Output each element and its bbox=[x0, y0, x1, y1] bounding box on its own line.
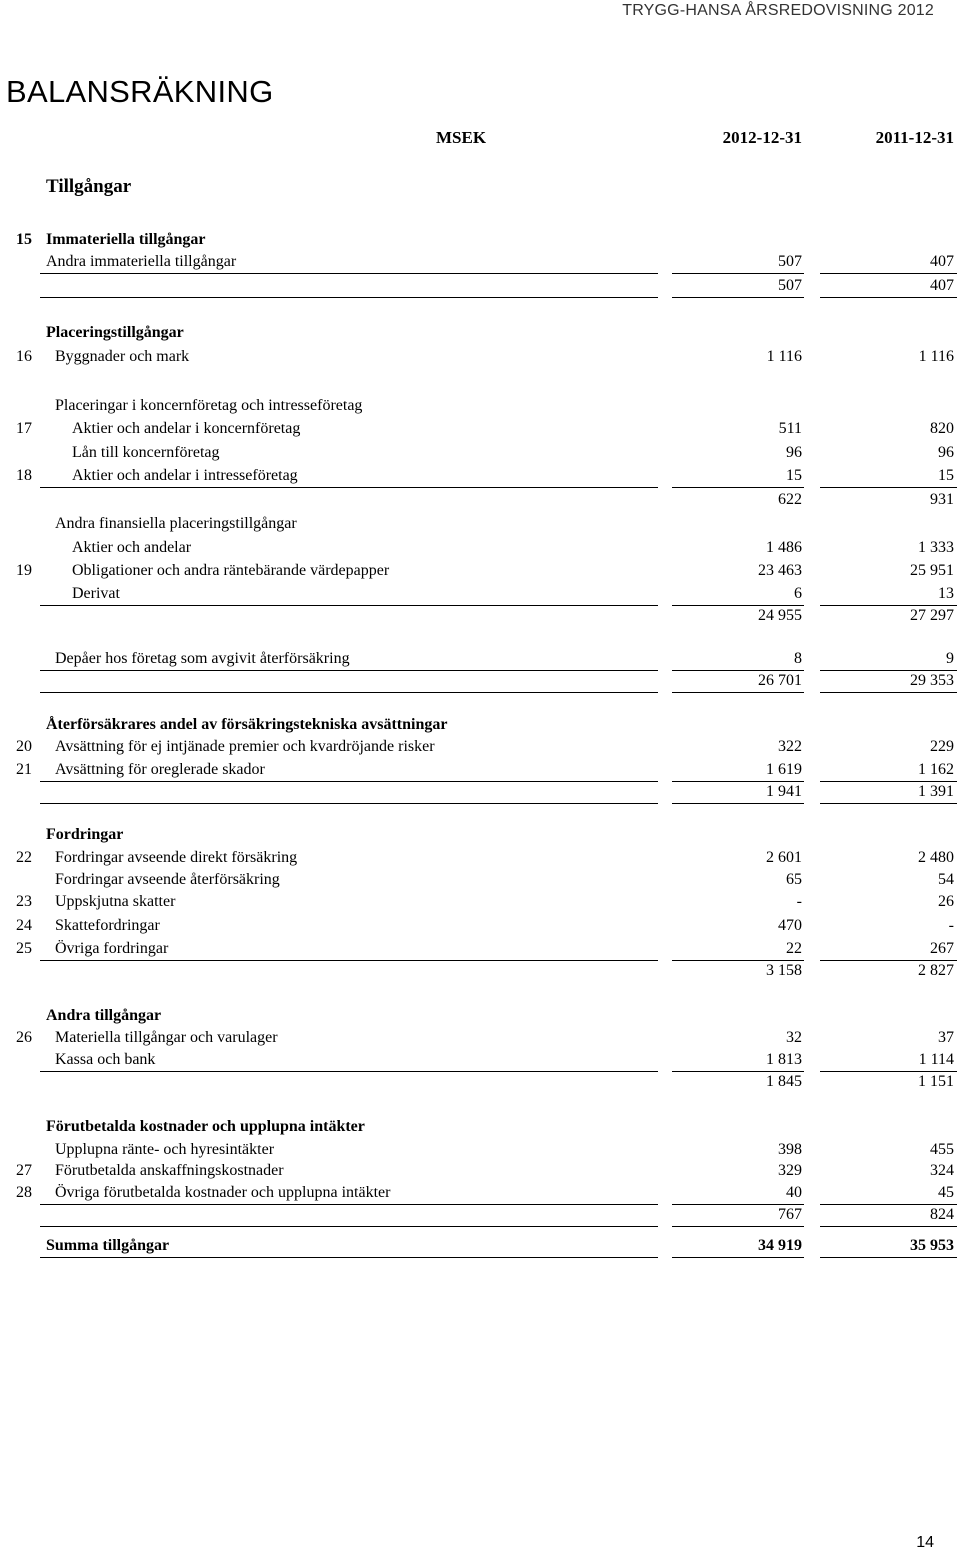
value-2011: 1 162 bbox=[918, 761, 954, 778]
value-2012: - bbox=[796, 893, 802, 910]
table-row bbox=[0, 1028, 960, 1050]
underline-rule bbox=[672, 803, 804, 804]
note-number: 19 bbox=[16, 562, 32, 579]
note-number: 25 bbox=[16, 940, 32, 957]
underline-rule bbox=[672, 1226, 804, 1227]
row-label: Obligationer och andra räntebärande värdepapper bbox=[72, 562, 390, 579]
row-label: Upplupna ränte- och hyresintäkter bbox=[55, 1141, 275, 1158]
table-row bbox=[0, 892, 960, 914]
value-2012: 23 463 bbox=[758, 562, 802, 579]
column-header-2011: 2011-12-31 bbox=[875, 128, 954, 147]
table-row bbox=[0, 1072, 960, 1094]
value-2011: 407 bbox=[930, 253, 954, 270]
row-label: Kassa och bank bbox=[55, 1051, 156, 1068]
column-header-unit: MSEK bbox=[436, 128, 487, 147]
underline-rule bbox=[820, 803, 957, 804]
running-header: TRYGG-HANSA ÅRSREDOVISNING 2012 bbox=[622, 2, 934, 19]
table-row bbox=[0, 671, 960, 693]
table-row bbox=[0, 584, 960, 606]
note-number: 16 bbox=[16, 348, 32, 365]
value-2011: 1 151 bbox=[918, 1073, 954, 1090]
note-number: 21 bbox=[16, 761, 32, 778]
table-row bbox=[0, 538, 960, 560]
note-number: 17 bbox=[16, 420, 32, 437]
table-row bbox=[0, 419, 960, 441]
value-2011: 407 bbox=[930, 277, 954, 294]
row-label: Andra immateriella tillgångar bbox=[46, 253, 237, 270]
value-2012: 1 116 bbox=[766, 348, 802, 365]
underline-rule bbox=[820, 1226, 957, 1227]
underline-rule bbox=[40, 803, 658, 804]
value-2012: 1 486 bbox=[766, 539, 802, 556]
value-2012: 6 bbox=[794, 585, 802, 602]
row-label: Övriga förutbetalda kostnader och upplupna intäkter bbox=[55, 1184, 391, 1201]
row-label: Depåer hos företag som avgivit återförsäkring bbox=[55, 650, 350, 667]
note-number: 18 bbox=[16, 467, 32, 484]
row-label: Lån till koncernföretag bbox=[72, 444, 220, 461]
table-row bbox=[0, 649, 960, 671]
value-2011: 1 114 bbox=[918, 1051, 954, 1068]
value-2011: 9 bbox=[946, 650, 954, 667]
underline-rule bbox=[672, 692, 804, 693]
underline-rule bbox=[672, 297, 804, 298]
row-label: Byggnader och mark bbox=[55, 348, 190, 365]
value-2011: 29 353 bbox=[910, 672, 954, 689]
value-2011: 26 bbox=[938, 893, 954, 910]
table-row bbox=[0, 1183, 960, 1205]
row-label: Skattefordringar bbox=[55, 917, 160, 934]
row-label: Uppskjutna skatter bbox=[55, 893, 176, 910]
value-2011: 267 bbox=[930, 940, 954, 957]
value-2012: 767 bbox=[778, 1206, 802, 1223]
value-2012: 40 bbox=[786, 1184, 802, 1201]
table-row bbox=[0, 737, 960, 759]
row-label: Materiella tillgångar och varulager bbox=[55, 1029, 278, 1046]
note-number: 22 bbox=[16, 849, 32, 866]
value-2012: 1 845 bbox=[766, 1073, 802, 1090]
value-2011: 229 bbox=[930, 738, 954, 755]
table-row bbox=[0, 715, 960, 737]
value-2012: 507 bbox=[778, 277, 802, 294]
underline-rule bbox=[672, 1257, 804, 1258]
table-row bbox=[0, 1205, 960, 1227]
underline-rule bbox=[40, 1257, 658, 1258]
value-2011: 15 bbox=[938, 467, 954, 484]
table-row bbox=[0, 961, 960, 983]
value-2012: 2 601 bbox=[766, 849, 802, 866]
table-row bbox=[0, 561, 960, 583]
value-2011: 27 297 bbox=[910, 607, 954, 624]
value-2012: 329 bbox=[778, 1162, 802, 1179]
row-label: Återförsäkrares andel av försäkringstekniska avsättningar bbox=[46, 716, 448, 733]
section-title: Tillgångar bbox=[46, 176, 132, 197]
row-label: Övriga fordringar bbox=[55, 940, 169, 957]
table-row bbox=[0, 939, 960, 961]
value-2012: 15 bbox=[786, 467, 802, 484]
value-2011: 1 333 bbox=[918, 539, 954, 556]
table-row bbox=[0, 490, 960, 512]
value-2011: 96 bbox=[938, 444, 954, 461]
row-label: Aktier och andelar i koncernföretag bbox=[72, 420, 301, 437]
value-2012: 3 158 bbox=[766, 962, 802, 979]
row-label: Placeringar i koncernföretag och intresseföretag bbox=[55, 397, 363, 414]
table-row bbox=[0, 782, 960, 804]
note-number: 23 bbox=[16, 893, 32, 910]
table-row bbox=[0, 1006, 960, 1028]
table-row bbox=[0, 276, 960, 298]
value-2012: 1 619 bbox=[766, 761, 802, 778]
underline-rule bbox=[40, 297, 658, 298]
underline-rule bbox=[820, 692, 957, 693]
underline-rule bbox=[820, 273, 957, 274]
table-row bbox=[0, 443, 960, 465]
table-row bbox=[0, 396, 960, 418]
table-row bbox=[0, 606, 960, 628]
table-row bbox=[0, 514, 960, 536]
table-row bbox=[0, 916, 960, 938]
table-row bbox=[0, 825, 960, 847]
value-2011: 455 bbox=[930, 1141, 954, 1158]
table-row bbox=[0, 1117, 960, 1139]
note-number: 20 bbox=[16, 738, 32, 755]
value-2011: 820 bbox=[930, 420, 954, 437]
value-2012: 24 955 bbox=[758, 607, 802, 624]
value-2012: 65 bbox=[786, 871, 802, 888]
value-2012: 26 701 bbox=[758, 672, 802, 689]
row-label: Aktier och andelar bbox=[72, 539, 192, 556]
value-2011: 2 827 bbox=[918, 962, 954, 979]
value-2012: 511 bbox=[778, 420, 802, 437]
table-row bbox=[0, 230, 960, 252]
row-label: Andra tillgångar bbox=[46, 1007, 162, 1024]
value-2012: 470 bbox=[778, 917, 802, 934]
value-2012: 96 bbox=[786, 444, 802, 461]
table-row bbox=[0, 1161, 960, 1183]
value-2011: 824 bbox=[930, 1206, 954, 1223]
table-row bbox=[0, 848, 960, 870]
row-label: Andra finansiella placeringstillgångar bbox=[55, 515, 297, 532]
underline-rule bbox=[40, 1226, 658, 1227]
underline-rule bbox=[40, 692, 658, 693]
value-2011: 37 bbox=[938, 1029, 954, 1046]
row-label: Immateriella tillgångar bbox=[46, 231, 206, 248]
row-label: Avsättning för ej intjänade premier och kvardröjande risker bbox=[55, 738, 435, 755]
value-2011: 25 951 bbox=[910, 562, 954, 579]
row-label: Fordringar avseende återförsäkring bbox=[55, 871, 280, 888]
underline-rule bbox=[40, 273, 658, 274]
value-2011: 1 391 bbox=[918, 783, 954, 800]
row-label: Fordringar avseende direkt försäkring bbox=[55, 849, 298, 866]
note-number: 27 bbox=[16, 1162, 32, 1179]
row-label: Summa tillgångar bbox=[46, 1237, 170, 1254]
row-label: Förutbetalda kostnader och upplupna intäkter bbox=[46, 1118, 365, 1135]
value-2011: - bbox=[948, 917, 954, 934]
row-label: Aktier och andelar i intresseföretag bbox=[72, 467, 298, 484]
value-2012: 1 813 bbox=[766, 1051, 802, 1068]
value-2012: 34 919 bbox=[758, 1237, 802, 1254]
table-row bbox=[0, 1236, 960, 1258]
value-2011: 931 bbox=[930, 491, 954, 508]
underline-rule bbox=[672, 273, 804, 274]
underline-rule bbox=[672, 487, 804, 488]
underline-rule bbox=[820, 1257, 957, 1258]
row-label: Placeringstillgångar bbox=[46, 324, 184, 341]
value-2011: 2 480 bbox=[918, 849, 954, 866]
table-row bbox=[0, 466, 960, 488]
page-number: 14 bbox=[916, 1534, 934, 1551]
value-2011: 1 116 bbox=[918, 348, 954, 365]
value-2012: 8 bbox=[794, 650, 802, 667]
value-2012: 507 bbox=[778, 253, 802, 270]
note-number: 26 bbox=[16, 1029, 32, 1046]
value-2012: 322 bbox=[778, 738, 802, 755]
note-number: 15 bbox=[16, 231, 32, 248]
value-2011: 54 bbox=[938, 871, 954, 888]
table-row bbox=[0, 1140, 960, 1162]
value-2011: 35 953 bbox=[910, 1237, 954, 1254]
value-2012: 22 bbox=[786, 940, 802, 957]
row-label: Förutbetalda anskaffningskostnader bbox=[55, 1162, 284, 1179]
value-2011: 13 bbox=[938, 585, 954, 602]
value-2011: 324 bbox=[930, 1162, 954, 1179]
value-2011: 45 bbox=[938, 1184, 954, 1201]
value-2012: 1 941 bbox=[766, 783, 802, 800]
page-title: BALANSRÄKNING bbox=[6, 74, 274, 109]
underline-rule bbox=[820, 487, 957, 488]
table-row bbox=[0, 760, 960, 782]
table-row bbox=[0, 323, 960, 345]
note-number: 28 bbox=[16, 1184, 32, 1201]
note-number: 24 bbox=[16, 917, 32, 934]
underline-rule bbox=[40, 487, 658, 488]
row-label: Derivat bbox=[72, 585, 120, 602]
table-row bbox=[0, 347, 960, 369]
value-2012: 622 bbox=[778, 491, 802, 508]
table-row bbox=[0, 870, 960, 892]
row-label: Fordringar bbox=[46, 826, 124, 843]
value-2012: 398 bbox=[778, 1141, 802, 1158]
underline-rule bbox=[820, 297, 957, 298]
table-row bbox=[0, 1050, 960, 1072]
column-header-2012: 2012-12-31 bbox=[722, 128, 802, 147]
table-row bbox=[0, 252, 960, 274]
row-label: Avsättning för oreglerade skador bbox=[55, 761, 265, 778]
value-2012: 32 bbox=[786, 1029, 802, 1046]
